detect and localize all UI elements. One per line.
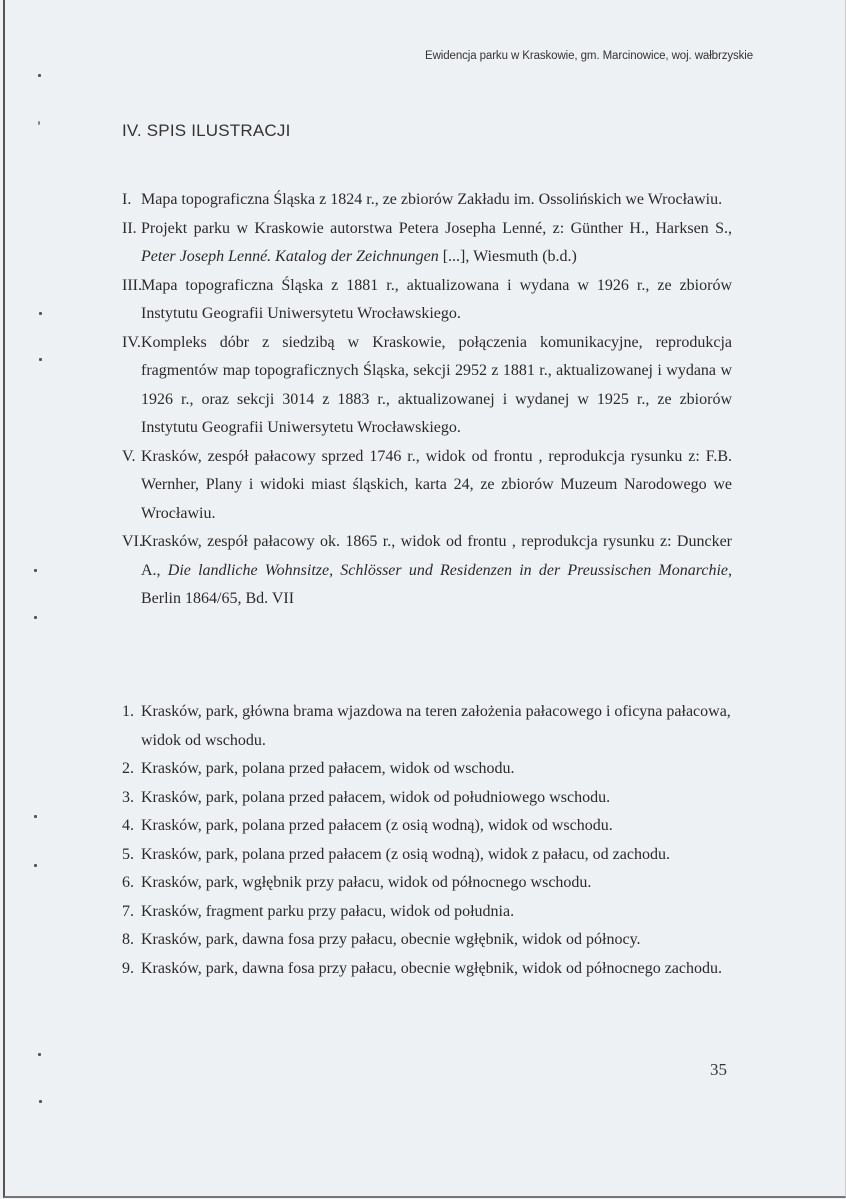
margin-mark xyxy=(34,864,37,867)
photo-list-item xyxy=(122,698,732,755)
item-text: Projekt parku w Kraskowie autorstwa Petera Josepha Lenné, z: Günther H., Harksen S., xyxy=(141,219,732,237)
item-text: Kompleks dóbr z siedzibą w Kraskowie, połączenia komunikacyjne, reprodukcja fragmentów map topograficznych Śląska, sekcji 2952 z 1881 r., aktualizowanej i wydana w 1926 r., oraz sekcji 3014 z 1883 r., aktualizowanej i wydanej w 1925 r., ze zbiorów Instytutu Geografii Uniwersytetu Wrocławskiego. xyxy=(141,333,732,436)
item-number: 1. xyxy=(122,703,134,720)
item-text-italic: Peter Joseph Lenné. Katalog der Zeichnungen xyxy=(141,248,439,265)
photo-list-item xyxy=(122,955,732,984)
item-text: , Berlin 1864/65, Bd. VII xyxy=(141,561,733,607)
item-text-italic: Die landliche Wohnsitze, Schlösser und Residenzen in der Preussischen Monarchie xyxy=(167,561,729,579)
item-text: Mapa topograficzna Śląska z 1881 r., aktualizowana i wydana w 1926 r., ze zbiorów Instytutu Geografii Uniwersytetu Wrocławskiego. xyxy=(141,276,732,322)
item-text: [...], Wiesmuth (b.d.) xyxy=(438,248,577,265)
item-number: V. xyxy=(122,447,136,465)
margin-mark xyxy=(34,616,37,619)
item-text: Krasków, zespół pałacowy ok. 1865 r., widok od frontu , reprodukcja rysunku z: Duncker A., xyxy=(141,533,732,579)
roman-list-item xyxy=(122,528,732,614)
item-text: Krasków, park, dawna fosa przy pałacu, obecnie wgłębnik, widok od północnego zachodu. xyxy=(141,959,722,977)
margin-mark xyxy=(39,358,42,361)
photo-list-item xyxy=(122,841,732,870)
margin-mark xyxy=(39,1100,42,1103)
photo-list-item xyxy=(122,898,732,927)
item-text: Krasków, park, dawna fosa przy pałacu, obecnie wgłębnik, widok od północy. xyxy=(141,931,641,948)
roman-illustration-list xyxy=(122,186,732,614)
page-number: 35 xyxy=(710,1060,727,1079)
photo-list-item xyxy=(122,784,732,813)
photo-list-item xyxy=(122,869,732,898)
item-number: 7. xyxy=(122,902,134,920)
item-number: 9. xyxy=(122,959,134,977)
roman-list-item xyxy=(122,186,732,215)
margin-mark xyxy=(34,815,37,818)
item-text: Krasków, park, wgłębnik przy pałacu, widok od północnego wschodu. xyxy=(141,874,592,891)
item-number: II. xyxy=(122,219,137,237)
margin-mark xyxy=(39,312,42,315)
running-header: Ewidencja parku w Kraskowie, gm. Marcinowice, woj. wałbrzyskie xyxy=(425,50,754,62)
roman-list-item xyxy=(122,329,732,443)
item-text: Krasków, park, polana przed pałacem (z osią wodną), widok od wschodu. xyxy=(141,817,613,834)
margin-mark xyxy=(38,121,40,125)
photo-list-item xyxy=(122,755,732,784)
item-number: 3. xyxy=(122,788,134,806)
roman-list-item xyxy=(122,215,732,272)
item-number: 6. xyxy=(122,874,134,891)
photo-illustration-list xyxy=(122,698,732,983)
item-text: Krasków, park, polana przed pałacem, widok od wschodu. xyxy=(141,760,515,777)
item-number: 4. xyxy=(122,817,134,834)
item-number: VI. xyxy=(122,533,143,550)
item-text: Krasków, park, polana przed pałacem, widok od południowego wschodu. xyxy=(141,788,611,806)
photo-list-item xyxy=(122,812,732,841)
item-number: 5. xyxy=(122,845,134,863)
photo-list-item xyxy=(122,926,732,955)
margin-mark xyxy=(34,569,37,572)
item-number: IV. xyxy=(122,333,141,351)
roman-list-item xyxy=(122,443,732,529)
item-number: I. xyxy=(122,191,132,208)
item-text: Mapa topograficzna Śląska z 1824 r., ze zbiorów Zakładu im. Ossolińskich we Wrocławiu. xyxy=(141,191,723,208)
section-title: IV. SPIS ILUSTRACJI xyxy=(122,121,291,140)
item-number: 2. xyxy=(122,760,134,777)
item-text: Krasków, park, główna brama wjazdowa na teren założenia pałacowego i oficyna pałacowa, widok od wschodu. xyxy=(141,703,731,749)
item-number: 8. xyxy=(122,931,134,948)
margin-mark xyxy=(38,1053,41,1056)
item-text: Krasków, zespół pałacowy sprzed 1746 r., widok od frontu , reprodukcja rysunku z: F.B. Wernher, Plany i widoki miast śląskich, karta 24, ze zbiorów Muzeum Narodowego we Wrocławiu. xyxy=(141,447,732,522)
item-number: III. xyxy=(122,276,142,294)
roman-list-item xyxy=(122,272,732,329)
margin-mark xyxy=(38,74,41,77)
document-page xyxy=(3,0,846,1198)
item-text: Krasków, fragment parku przy pałacu, widok od południa. xyxy=(141,902,515,920)
item-text: Krasków, park, polana przed pałacem (z osią wodną), widok z pałacu, od zachodu. xyxy=(141,845,670,863)
